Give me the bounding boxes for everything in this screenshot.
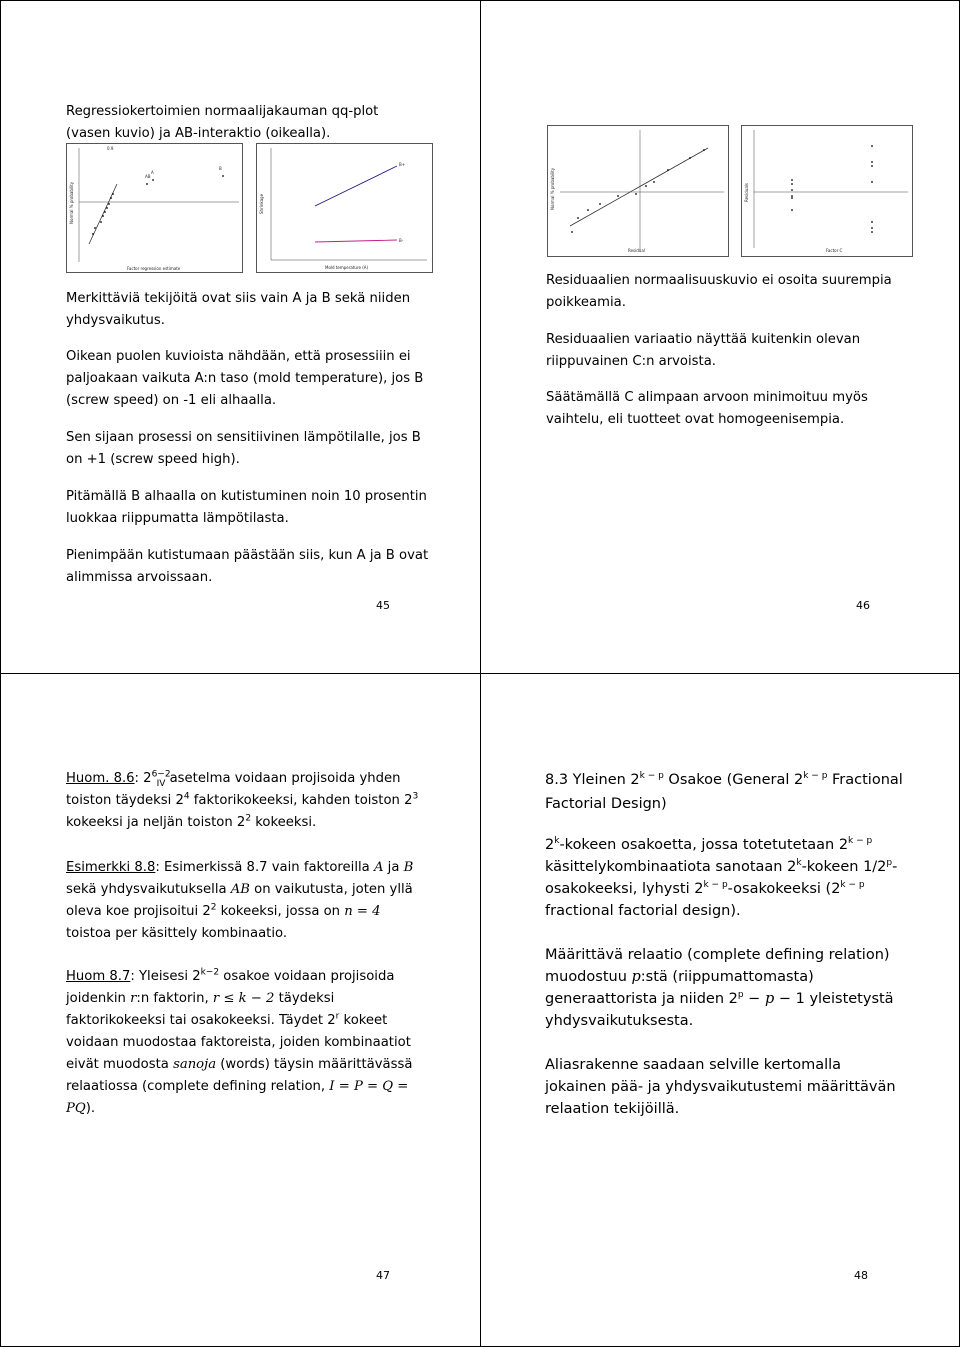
page-number: 46 [856, 599, 870, 612]
interaction-chart [256, 143, 433, 273]
page-46 [480, 0, 960, 674]
qq-label-b: B [219, 166, 222, 171]
huom-8-7-label: Huom 8.7 [66, 969, 131, 984]
resid-xlabel: Residual [628, 248, 645, 253]
paragraph-1: Residuaalien normaalisuuskuvio ei osoita suurempia poikkeamia. [546, 273, 892, 310]
page-47 [0, 673, 481, 1347]
section-heading: 8.3 Yleinen $2^{k - p}$ Osakoe (General $2^{k - p}$ Fractional Factorial Design) [545, 771, 903, 812]
inter-xlabel: Mold temperature (A) [325, 265, 369, 270]
esimerkki-8-8-label: Esimerkki 8.8 [66, 860, 156, 875]
page-number: 45 [376, 599, 390, 612]
paragraph-3: Sen sijaan prosessi on sensitiivinen lämpötilalle, jos B on +1 (screw speed high). [66, 430, 421, 467]
esimerkki-8-8: Esimerkki 8.8: Esimerkissä 8.7 vain faktoreilla A ja B sekä yhdysvaikutuksella AB on vaikutusta, joten yllä oleva koe projisoitui $2^2$ kokeeksi, jossa on n = 4 toistoa per käsittely kombinaatio. [66, 860, 414, 941]
residual-normal-chart [547, 125, 729, 257]
residual-vs-c-chart [741, 125, 913, 257]
paragraph-alias: Aliasrakenne saadaan selville kertomalla jokainen pää- ja yhdysvaikutustemi määrittävän relaation tekijöillä. [545, 1057, 896, 1117]
qq-ylabel: Normal % probability [69, 181, 74, 224]
page-45 [0, 0, 481, 674]
page-heading: Regressiokertoimien normaalijakauman qq-plot (vasen kuvio) ja AB-interaktio (oikealla). [66, 104, 379, 141]
resc-xlabel: Factor C [826, 248, 843, 253]
paragraph-2: Residuaalien variaatio näyttää kuitenkin olevan riippuvainen C:n arvoista. [546, 332, 861, 369]
qq-label-ab: AB [145, 174, 151, 179]
page-number: 47 [376, 1269, 390, 1282]
paragraph-relation: Määrittävä relaatio (complete defining relation) muodostuu p:stä (riippumattomasta) generaattorista ja niiden $2^p - p - 1$ yleistetystä yhdysvaikutuksesta. [545, 947, 894, 1029]
huom-8-6: Huom. 8.6: $2^{6-2}_{IV}$ asetelma voidaan projisoida yhden toiston täydeksi $2^4$ faktorikokeeksi, kahden toiston $2^3$ kokeeksi ja neljän toiston $2^2$ kokeeksi. [66, 769, 419, 830]
page-48 [480, 673, 960, 1347]
paragraph-1: Merkittäviä tekijöitä ovat siis vain A ja B sekä niiden yhdysvaikutus. [66, 291, 411, 328]
huom-8-7: Huom 8.7: Yleisesi $2^{k-2}$ osakoe voidaan projisoida joidenkin r:n faktorin, r ≤ k − 2 täydeksi faktorikokeeksi tai osakokeeksi. Täydet 2$^r$ kokeet voidaan muodostaa faktoreista, joiden kombinaatiot eivät muodosta sanoja (words) täysin määrittävässä relaatiossa (complete defining relation, I = P = Q = PQ). [66, 967, 413, 1116]
resid-ylabel: Normal % probability [550, 167, 555, 210]
qq-tick-top: 0.9 [107, 146, 114, 151]
paragraph-definition: 2$^k$-kokeen osakoetta, jossa totetutetaan $2^{k - p}$ käsittelykombinaatiota sanotaan 2$^k$-kokeen 1/2$^p$-osakokeeksi, lyhysti $2^{k - p}$-osakokeeksi ($2^{k - p}$ fractional factorial design). [545, 836, 898, 919]
page-number: 48 [854, 1269, 868, 1282]
inter-label-b-plus: B+ [399, 162, 406, 167]
inter-label-b-minus: B- [399, 238, 404, 243]
paragraph-3: Säätämällä C alimpaan arvoon minimoituu myös vaihtelu, eli tuotteet ovat homogeenisempia. [546, 390, 868, 427]
paragraph-5: Pienimpään kutistumaan päästään siis, kun A ja B ovat alimmissa arvoissaan. [66, 548, 429, 585]
paragraph-4: Pitämällä B alhaalla on kutistuminen noin 10 prosentin luokkaa riippumatta lämpötilasta. [66, 489, 427, 526]
paragraph-2: Oikean puolen kuvioista nähdään, että prosessiiin ei paljoakaan vaikuta A:n taso (mold temperature), jos B (screw speed) on -1 eli alhaalla. [66, 349, 424, 408]
huom-8-6-label: Huom. 8.6 [66, 771, 135, 786]
qq-xlabel: Factor regression estimate [127, 266, 181, 271]
resc-ylabel: Residuals [744, 183, 749, 202]
qq-plot-chart [66, 143, 243, 273]
qq-label-a: A [151, 170, 154, 175]
inter-ylabel: Shrinkage [259, 193, 264, 214]
